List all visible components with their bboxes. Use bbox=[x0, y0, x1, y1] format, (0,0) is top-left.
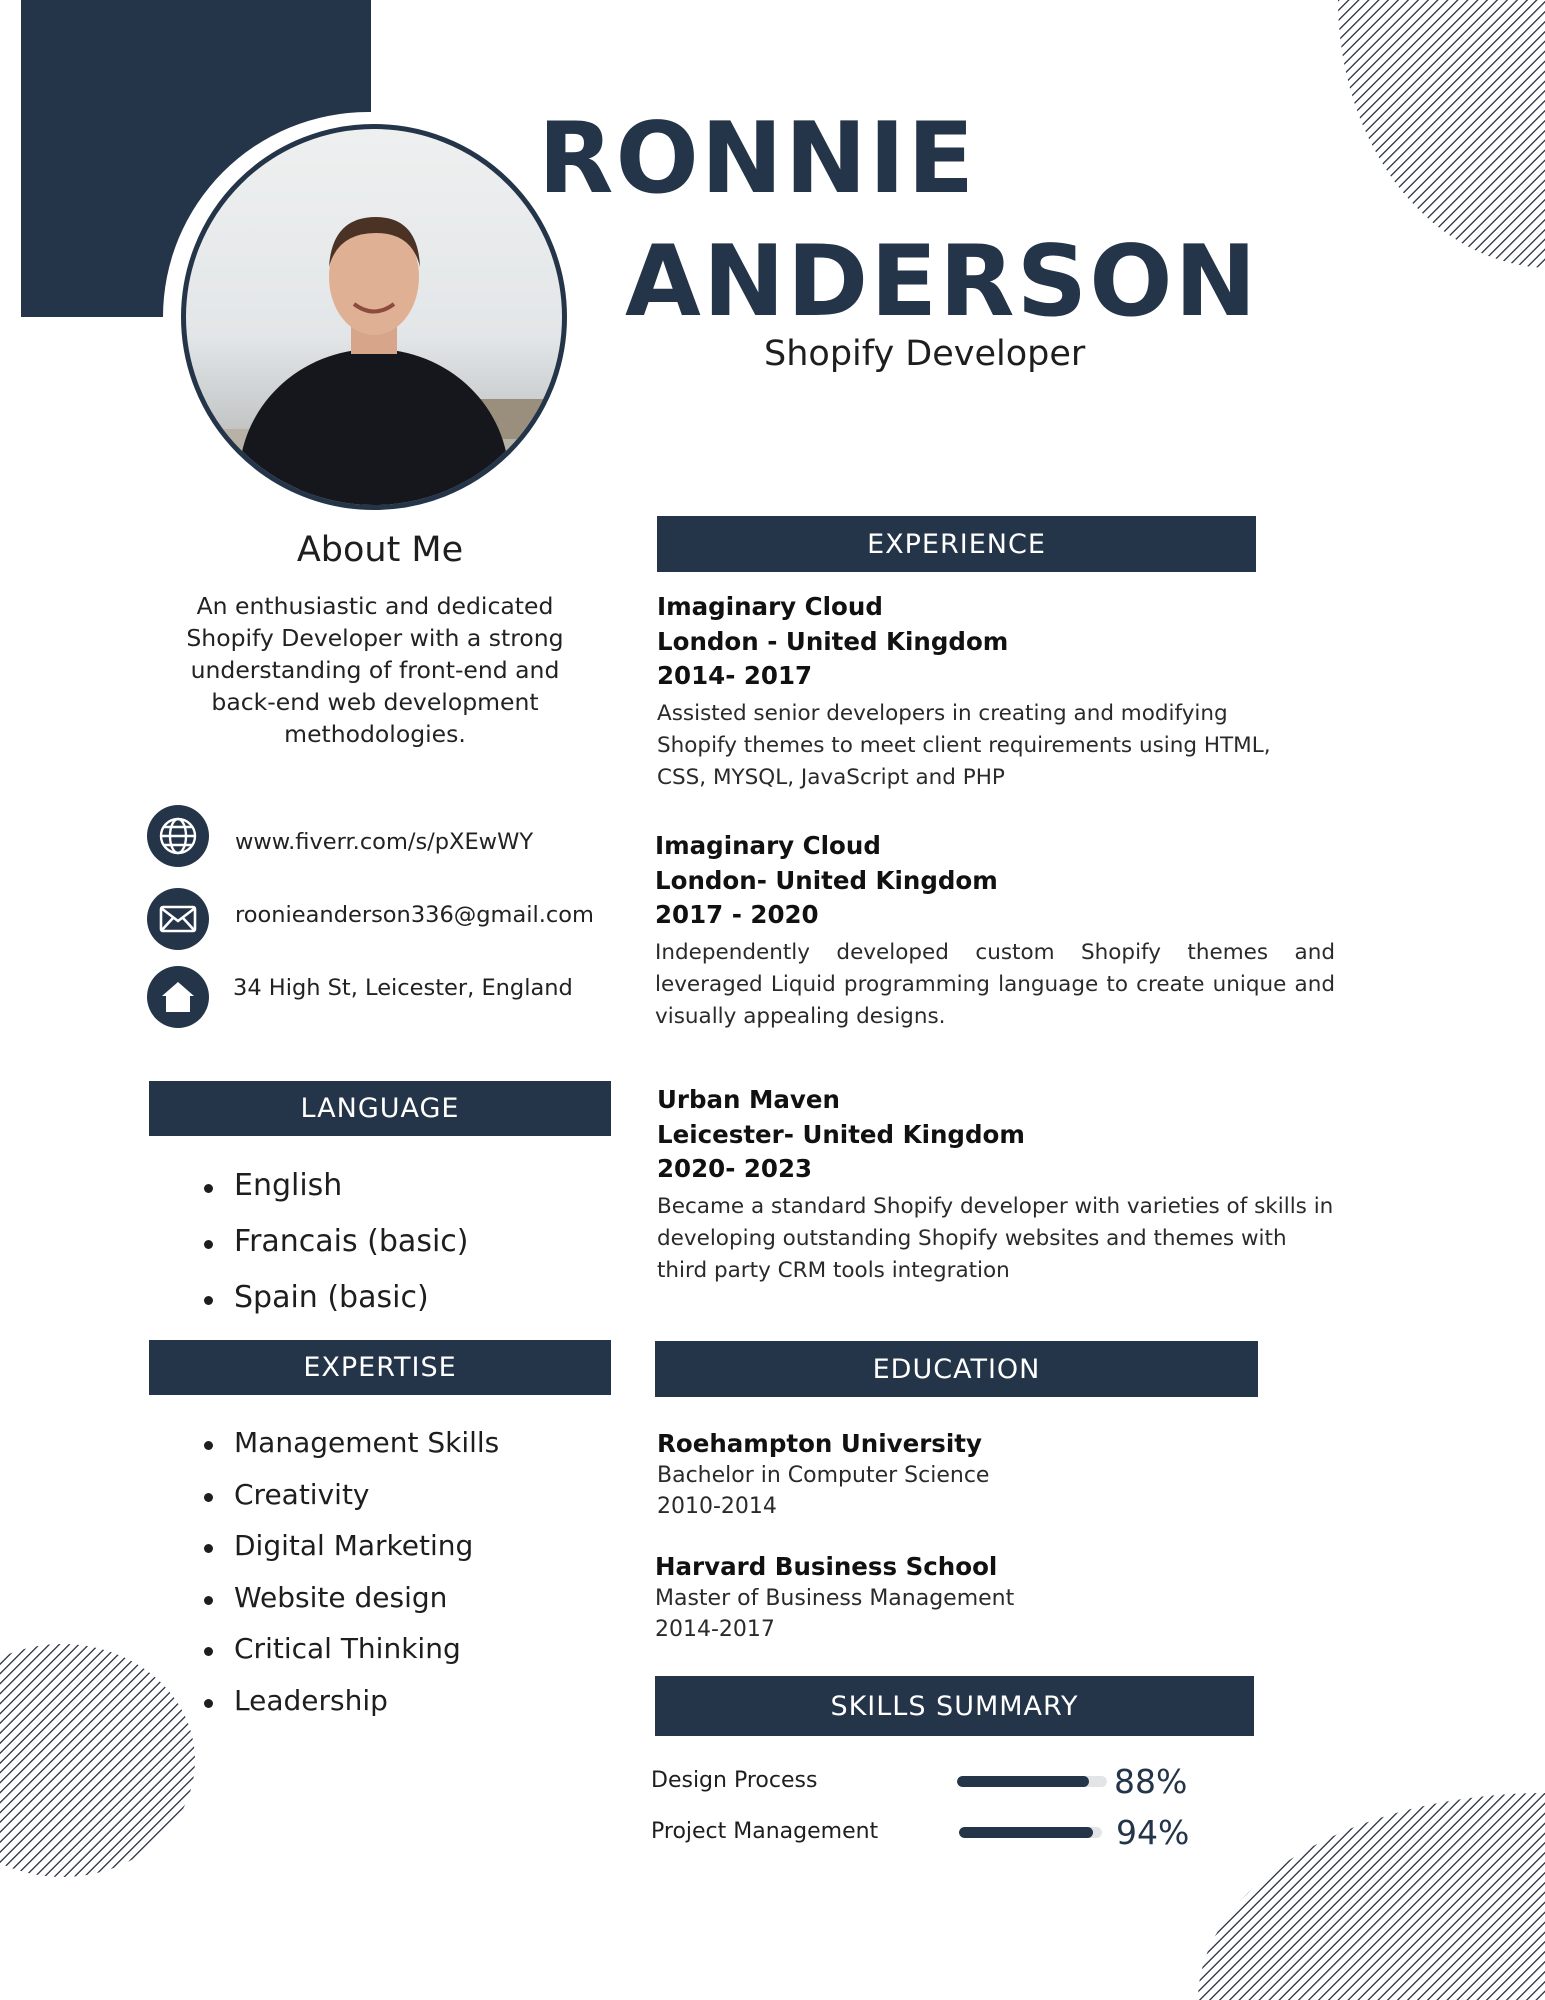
list-item: Website design bbox=[204, 1581, 499, 1633]
education-years: 2014-2017 bbox=[655, 1617, 775, 1642]
education-entry bbox=[655, 1551, 1255, 1645]
first-name: RONNIE bbox=[538, 102, 977, 216]
list-item: Creativity bbox=[204, 1478, 499, 1530]
about-heading: About Me bbox=[296, 530, 464, 570]
expertise-heading: EXPERTISE bbox=[149, 1340, 611, 1395]
job-location: Leicester- United Kingdom bbox=[657, 1119, 1025, 1149]
job-title: Shopify Developer bbox=[764, 334, 1086, 374]
mail-icon bbox=[147, 888, 209, 950]
list-item: Francais (basic) bbox=[204, 1224, 468, 1280]
degree: Master of Business Management bbox=[655, 1586, 1015, 1611]
job-description: Became a standard Shopify developer with varieties of skills in developing outstanding Shopify websites and themes with third party CRM tools integration bbox=[657, 1193, 1334, 1283]
skill-label: Project Management bbox=[651, 1819, 879, 1844]
hatched-circle-bottom-left bbox=[0, 1644, 195, 1877]
about-text: An enthusiastic and dedicated Shopify Developer with a strong understanding of front-end and back-end web development methodologies. bbox=[186, 592, 564, 748]
person-illustration bbox=[186, 129, 562, 505]
school-name: Roehampton University bbox=[657, 1429, 982, 1458]
education-entry bbox=[657, 1428, 1257, 1522]
job-years: 2014- 2017 bbox=[657, 661, 813, 690]
school-name: Harvard Business School bbox=[655, 1552, 998, 1581]
job-years: 2017 - 2020 bbox=[655, 900, 819, 929]
job-location: London- United Kingdom bbox=[655, 865, 998, 895]
website-link[interactable]: www.fiverr.com/s/pXEwWY bbox=[235, 829, 534, 855]
globe-icon bbox=[147, 805, 209, 867]
skills-heading: SKILLS SUMMARY bbox=[655, 1676, 1254, 1736]
skill-label: Design Process bbox=[651, 1768, 818, 1793]
job-description: Assisted senior developers in creating and modifying Shopify themes to meet client requirements using HTML, CSS, MYSQL, JavaScript and PHP bbox=[657, 700, 1271, 790]
expertise-list bbox=[204, 1426, 499, 1735]
list-item: Management Skills bbox=[204, 1426, 499, 1478]
skill-bar-fill bbox=[959, 1827, 1093, 1838]
list-item: Spain (basic) bbox=[204, 1280, 468, 1336]
job-description: Independently developed custom Shopify themes and leveraged Liquid programming language to create unique and visually appealing designs. bbox=[655, 939, 1335, 1029]
profile-photo bbox=[181, 124, 567, 510]
company-name: Imaginary Cloud bbox=[655, 831, 881, 860]
list-item: Digital Marketing bbox=[204, 1529, 499, 1581]
education-years: 2010-2014 bbox=[657, 1494, 777, 1519]
skill-bar-track bbox=[957, 1776, 1107, 1787]
experience-entry bbox=[657, 590, 1312, 794]
hatched-circle-bottom-right bbox=[1198, 1793, 1545, 2000]
skill-percent: 94% bbox=[1116, 1813, 1190, 1852]
experience-heading: EXPERIENCE bbox=[657, 516, 1256, 572]
skill-bar-fill bbox=[957, 1776, 1089, 1787]
list-item: Critical Thinking bbox=[204, 1632, 499, 1684]
address-text: 34 High St, Leicester, England bbox=[233, 975, 573, 1001]
education-heading: EDUCATION bbox=[655, 1341, 1258, 1397]
hatched-circle-top-right bbox=[1338, 0, 1545, 268]
company-name: Urban Maven bbox=[657, 1085, 840, 1114]
language-list bbox=[204, 1168, 468, 1336]
experience-entry bbox=[657, 1083, 1337, 1287]
degree: Bachelor in Computer Science bbox=[657, 1463, 990, 1488]
list-item: English bbox=[204, 1168, 468, 1224]
company-name: Imaginary Cloud bbox=[657, 592, 883, 621]
skill-bar-track bbox=[959, 1827, 1102, 1838]
email-link[interactable]: roonieanderson336@gmail.com bbox=[235, 902, 594, 928]
skill-percent: 88% bbox=[1114, 1762, 1188, 1801]
language-heading: LANGUAGE bbox=[149, 1081, 611, 1136]
experience-entry bbox=[655, 829, 1335, 1033]
job-years: 2020- 2023 bbox=[657, 1154, 813, 1183]
job-location: London - United Kingdom bbox=[657, 626, 1009, 656]
home-icon bbox=[147, 966, 209, 1028]
last-name: ANDERSON bbox=[625, 225, 1259, 339]
list-item: Leadership bbox=[204, 1684, 499, 1736]
